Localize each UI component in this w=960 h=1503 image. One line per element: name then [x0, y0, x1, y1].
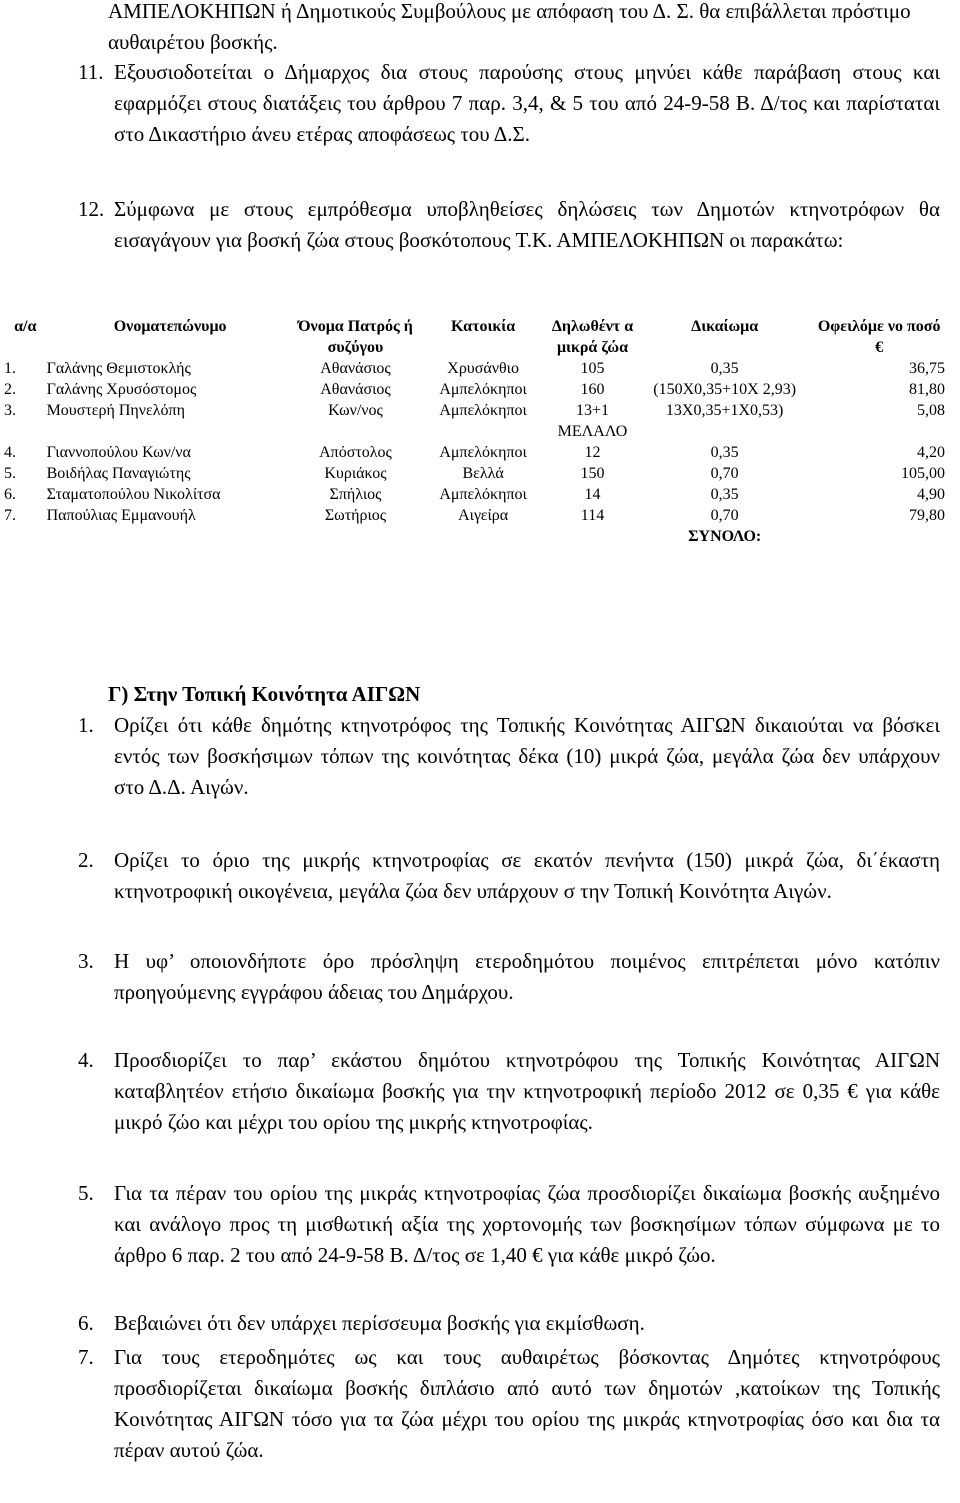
section-g-item-7	[80, 1342, 940, 1466]
table-row	[0, 358, 945, 379]
cell-residence: Αμπελόκηποι	[439, 444, 527, 461]
table-header-row	[0, 316, 945, 358]
cell-aa: 2.	[4, 381, 16, 398]
cell-residence: Χρυσάνθιο	[447, 360, 519, 377]
cell-amount: 79,80	[909, 507, 945, 524]
header-name: Ονοματεπώνυμο	[113, 318, 227, 335]
cell-father: Αθανάσιος	[320, 360, 391, 377]
cell-animals: 160	[580, 381, 605, 398]
cell-animals: 114	[580, 507, 605, 524]
table-row	[0, 484, 945, 505]
cell-fee-right: 0,70	[710, 507, 739, 524]
cell-father: Σωτήριος	[324, 507, 387, 524]
cell-residence: Αμπελόκηποι	[439, 486, 527, 503]
cell-aa: 4.	[4, 444, 16, 461]
intro-continuation: ΑΜΠΕΛΟΚΗΠΩΝ ή Δημοτικούς Συμβούλους με απόφαση του Δ. Σ. θα επιβάλλεται πρόστιμο αυθαιρέτου βοσκής.	[108, 0, 911, 54]
cell-animals: 105	[580, 360, 605, 377]
cell-amount: 36,75	[909, 360, 945, 377]
intro-item-11	[80, 57, 940, 150]
header-amount-due: Οφειλόμε νο ποσό €	[817, 318, 941, 356]
cell-name: Γιαννοπούλου Κων/να	[46, 444, 191, 461]
cell-fee-right: 0,35	[710, 444, 739, 461]
header-aa: α/α	[14, 318, 37, 335]
header-declared-animals: Δηλωθέντ α μικρά ζώα	[551, 318, 634, 356]
table-row	[0, 463, 945, 484]
cell-residence: Βελλά	[462, 465, 504, 482]
cell-father: Αθανάσιος	[320, 381, 391, 398]
item-number: 2.	[78, 848, 94, 872]
cell-animals: 13+1 ΜΕΛΑΛΟ	[557, 402, 628, 440]
table-row	[0, 442, 945, 463]
cell-name: Γαλάνης Χρυσόστομος	[46, 381, 197, 398]
cell-father: Κων/νος	[328, 402, 383, 419]
intro-item-12	[80, 194, 940, 256]
cell-animals: 150	[580, 465, 605, 482]
cell-father: Απόστολος	[319, 444, 392, 461]
cell-fee-right: 0,35	[710, 486, 739, 503]
cell-amount: 4,20	[917, 444, 945, 461]
cell-aa: 3.	[4, 402, 16, 419]
cell-name: Παπούλιας Εμμανουήλ	[46, 507, 196, 524]
section-g-item-5	[80, 1178, 940, 1271]
header-residence: Κατοικία	[451, 318, 516, 335]
cell-name: Γαλάνης Θεμιστοκλής	[46, 360, 191, 377]
table-total-row	[0, 526, 945, 547]
cell-name: Μουστερή Πηνελόπη	[46, 402, 185, 419]
item-text: Σύμφωνα με στους εμπρόθεσμα υποβληθείσες δηλώσεις των Δημοτών κτηνοτρόφων θα εισαγάγουν για βοσκή ζώα στους βοσκότοπους Τ.Κ. ΑΜΠΕΛΟΚΗΠΩΝ οι παρακάτω:	[114, 197, 940, 252]
item-number: 4.	[78, 1048, 94, 1072]
item-number: 7.	[78, 1345, 94, 1369]
cell-fee-right: 0,35	[710, 360, 739, 377]
section-g-item-2	[80, 845, 940, 907]
cell-residence: Αμπελόκηποι	[439, 381, 527, 398]
table-row	[0, 379, 945, 400]
cell-amount: 5,08	[917, 402, 945, 419]
herders-table	[0, 316, 945, 547]
header-fee-right: Δικαίωμα	[691, 318, 759, 335]
item-text: Για τους ετεροδημότες ως και τους αυθαιρέτως βόσκοντας Δημότες κτηνοτρόφους προσδιορίζεται δικαίωμα βοσκής διπλάσιο από αυτό των δημοτών ,κατοίκων της Τοπικής Κοινότητας ΑΙΓΩΝ τόσο για τα ζώα μέχρι του ορίου της μικράς κτηνοτροφίας όσο και δια τα πέραν αυτού ζώα.	[114, 1345, 940, 1462]
cell-aa: 5.	[4, 465, 16, 482]
item-text: Εξουσιοδοτείται ο Δήμαρχος δια στους παρούσης στους μηνύει κάθε παράβαση στους και εφαρμόζει στους διατάξεις του άρθρου 7 παρ. 3,4, & 5 του από 24-9-58 Β. Δ/τος και παρίσταται στο Δικαστήριο άνευ ετέρας αποφάσεως του Δ.Σ.	[114, 60, 940, 146]
cell-amount: 105,00	[901, 465, 945, 482]
header-father: Όνομα Πατρός ή συζύγου	[298, 318, 413, 356]
cell-aa: 1.	[4, 360, 16, 377]
cell-name: Σταματοπούλου Νικολίτσα	[46, 486, 221, 503]
cell-fee-right: 13Χ0,35+1Χ0,53)	[665, 402, 784, 419]
item-text: Προσδιορίζει το παρ’ εκάστου δημότου κτηνοτρόφου της Τοπικής Κοινότητας ΑΙΓΩΝ καταβλητέον ετήσιο δικαίωμα βοσκής για την κτηνοτροφική περίοδο 2012 σε 0,35 € για κάθε μικρό ζώο και μέχρι του ορίου της μικρής κτηνοτροφίας.	[114, 1048, 940, 1134]
cell-aa: 7.	[4, 507, 16, 524]
total-label: ΣΥΝΟΛΟ:	[688, 528, 762, 545]
item-text: Ορίζει το όριο της μικρής κτηνοτροφίας σε εκατόν πενήντα (150) μικρά ζώα, δι΄έκαστη κτηνοτροφική οικογένεια, μεγάλα ζώα δεν υπάρχουν σ την Τοπική Κοινότητα Αιγών.	[114, 848, 940, 903]
table-row	[0, 505, 945, 526]
section-g-item-6	[80, 1308, 940, 1339]
section-g-item-1	[80, 710, 940, 803]
cell-father: Σπήλιος	[329, 486, 382, 503]
item-text: Η υφ’ οποιονδήποτε όρο πρόσληψη ετεροδημότου ποιμένος επιτρέπεται μόνο κατόπιν προηγούμενης εγγράφου άδειας του Δημάρχου.	[114, 949, 940, 1004]
cell-name: Βοιδήλας Παναγιώτης	[46, 465, 191, 482]
item-text: Βεβαιώνει ότι δεν υπάρχει περίσσευμα βοσκής για εκμίσθωση.	[114, 1311, 645, 1335]
item-number: 12.	[78, 197, 105, 221]
cell-amount: 81,80	[909, 381, 945, 398]
item-number: 6.	[78, 1311, 94, 1335]
item-text: Ορίζει ότι κάθε δημότης κτηνοτρόφος της Τοπικής Κοινότητας ΑΙΓΩΝ δικαιούται να βόσκει εντός των βοσκήσιμων τόπων της κοινότητας δέκα (10) μικρά ζώα, μεγάλα ζώα δεν υπάρχουν στο Δ.Δ. Αιγών.	[114, 713, 940, 799]
cell-amount: 4,90	[917, 486, 945, 503]
cell-fee-right: (150Χ0,35+10Χ 2,93)	[653, 381, 797, 398]
cell-animals: 14	[584, 486, 601, 503]
item-number: 1.	[78, 713, 94, 737]
table-row	[0, 400, 945, 442]
section-g-item-4	[80, 1045, 940, 1138]
cell-fee-right: 0,70	[710, 465, 739, 482]
item-number: 11.	[78, 60, 104, 84]
item-text: Για τα πέραν του ορίου της μικράς κτηνοτροφίας ζώα προσδιορίζει δικαίωμα βοσκής αυξημένο και ανάλογο προς τη μισθωτική αξία της χορτονομής των βοσκησίμων τόπων σύμφωνα με το άρθρο 6 παρ. 2 του από 24-9-58 Β. Δ/τος σε 1,40 € για κάθε μικρό ζώο.	[114, 1181, 940, 1267]
section-g-item-3	[80, 946, 940, 1008]
cell-residence: Αμπελόκηποι	[439, 402, 527, 419]
item-number: 3.	[78, 949, 94, 973]
cell-aa: 6.	[4, 486, 16, 503]
cell-animals: 12	[584, 444, 601, 461]
cell-father: Κυριάκος	[324, 465, 387, 482]
item-number: 5.	[78, 1181, 94, 1205]
section-g-title: Γ) Στην Τοπική Κοινότητα ΑΙΓΩΝ	[108, 682, 421, 706]
cell-residence: Αιγείρα	[458, 507, 509, 524]
